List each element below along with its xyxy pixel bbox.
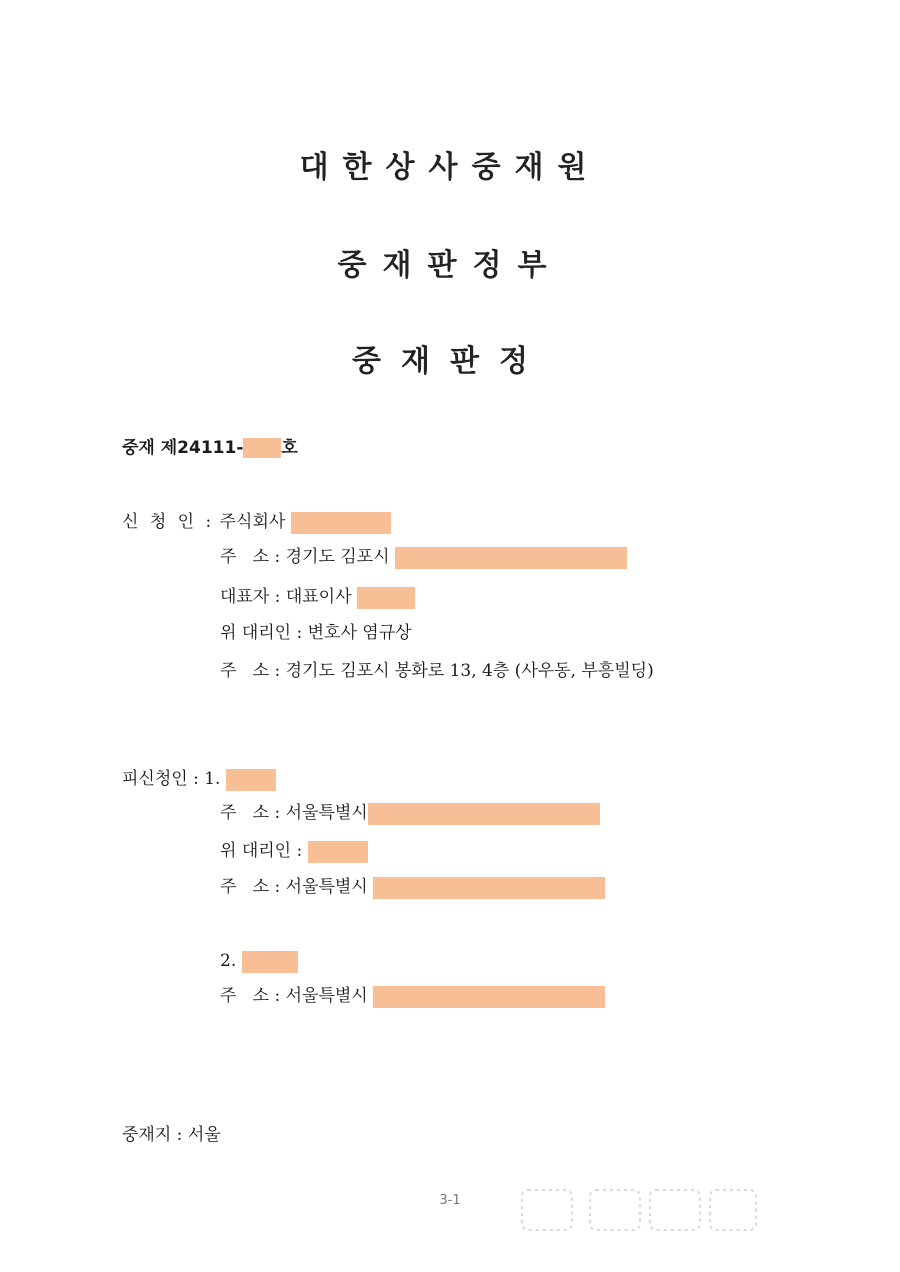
applicant-agent-value: 변호사 염규상 <box>307 623 412 643</box>
redaction-box <box>373 986 605 1008</box>
applicant-row <box>122 511 391 534</box>
respondent-1-agent-label: 위 대리인 : <box>220 841 303 861</box>
respondent-1-agent-address-prefix: 서울특별시 <box>285 877 368 897</box>
respondent-2-address-prefix: 서울특별시 <box>285 986 368 1006</box>
faint-seal-stamp <box>520 1186 760 1236</box>
seat-label: 중재지 : <box>122 1125 183 1145</box>
respondent-1-address-row <box>220 802 600 825</box>
applicant-agent-address-label: 주 소 : <box>220 661 281 681</box>
applicant-address-prefix: 경기도 김포시 <box>285 547 390 567</box>
redaction-box <box>243 438 281 458</box>
document-type-title: 중재판정 <box>352 344 548 379</box>
applicant-agent-address-row <box>220 660 654 682</box>
respondent-1-agent-row <box>220 840 368 863</box>
applicant-representative-row <box>220 586 415 609</box>
redaction-box <box>242 951 298 973</box>
respondent-row <box>122 768 276 791</box>
case-number <box>122 437 298 459</box>
respondent-2-address-row <box>220 985 605 1008</box>
applicant-rep-prefix: 대표이사 <box>285 587 352 607</box>
respondent-2-address-label: 주 소 : <box>220 986 281 1006</box>
applicant-agent-address-value: 경기도 김포시 봉화로 13, 4층 (사우동, 부흥빌딩) <box>285 661 654 681</box>
case-number-suffix: 호 <box>281 438 298 458</box>
redaction-box <box>291 512 391 534</box>
case-number-prefix: 중재 제24111- <box>122 438 244 458</box>
applicant-rep-label: 대표자 : <box>220 587 281 607</box>
redaction-box <box>308 841 368 863</box>
respondent-1-address-prefix: 서울특별시 <box>285 803 368 823</box>
redaction-box <box>357 587 415 609</box>
respondent-1-number: 1. <box>204 769 221 789</box>
page-number: 3-1 <box>439 1193 461 1208</box>
seat-value: 서울 <box>187 1125 221 1145</box>
respondent-2-number: 2. <box>220 951 237 971</box>
respondent-label: 피신청인 : <box>122 769 199 789</box>
applicant-address-row <box>220 546 627 569</box>
respondent-1-agent-address-row <box>220 876 605 899</box>
redaction-box <box>395 547 627 569</box>
respondent-2-row <box>220 950 298 973</box>
arbitration-seat-row <box>122 1124 221 1146</box>
redaction-box <box>226 769 276 791</box>
applicant-address-label: 주 소 : <box>220 547 281 567</box>
applicant-agent-row <box>220 622 412 644</box>
respondent-1-address-label: 주 소 : <box>220 803 281 823</box>
redaction-box <box>368 803 600 825</box>
division-title: 중재판정부 <box>337 248 563 283</box>
redaction-box <box>373 877 605 899</box>
institution-title: 대한상사중재원 <box>299 150 601 185</box>
respondent-1-agent-address-label: 주 소 : <box>220 877 281 897</box>
applicant-agent-label: 위 대리인 : <box>220 623 303 643</box>
applicant-label: 신 청 인 : <box>122 512 215 532</box>
applicant-name-prefix: 주식회사 <box>219 512 286 532</box>
